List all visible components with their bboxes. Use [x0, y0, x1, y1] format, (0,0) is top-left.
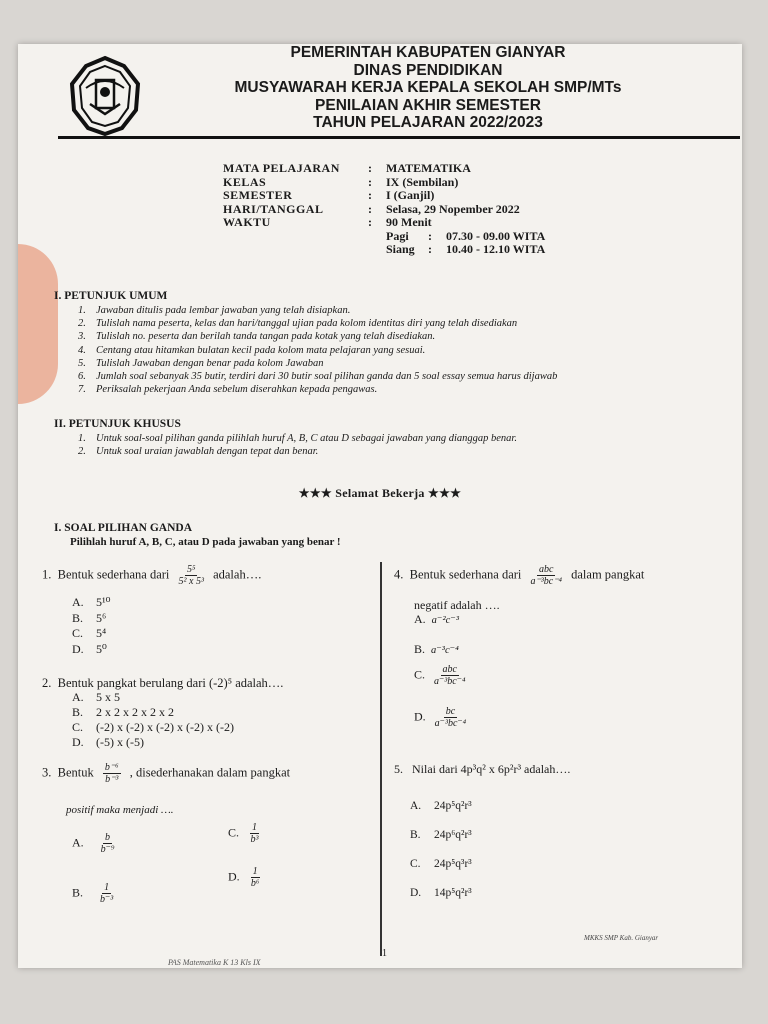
option-letter: C. [410, 858, 421, 870]
list-item: 3. Tulislah no. peserta dan berilah tanda tangan pada kotak yang telah disediakan. [78, 331, 436, 343]
option-letter: B. [72, 610, 84, 625]
info-label: MATA PELAJARAN [223, 161, 340, 175]
question-text: Nilai dari 4p³q² x 6p²r³ adalah…. [412, 762, 571, 776]
petunjuk-khusus-list [78, 432, 517, 458]
option-letter: D. [410, 887, 422, 899]
answer-option [228, 822, 265, 845]
petunjuk-umum-list [78, 304, 557, 396]
option-letter: B. [414, 642, 426, 656]
answer-option [72, 735, 234, 750]
header-line-2: DINAS PENDIDIKAN [353, 61, 503, 79]
info-value: MATEMATIKA [386, 161, 471, 175]
option-value: (-2) x (-2) x (-2) x (-2) x (-2) [96, 720, 234, 734]
list-item: 2. Tulislah nama peserta, kelas dan hari/tanggal ujian pada kolom identitas diri yang telah disediakan [78, 318, 518, 330]
list-item: 1. Untuk soal-soal pilihan ganda pilihlah huruf A, B, C atau D sebagai jawaban yang dianggap benar. [78, 433, 517, 444]
answer-option [410, 850, 472, 879]
option-letter: A. [72, 690, 84, 704]
option-value: (-5) x (-5) [96, 735, 144, 749]
info-row [223, 216, 545, 230]
info-colon: : [428, 228, 432, 243]
option-letter: A. [410, 800, 422, 812]
answer-option [410, 879, 472, 908]
exam-info-block [223, 162, 545, 257]
footer-right-note: MKKS SMP Kab. Gianyar [584, 934, 659, 942]
question-1 [42, 564, 261, 587]
question-3-line-2: positif maka menjadi …. [66, 804, 174, 816]
option-letter: B. [410, 829, 421, 841]
fraction-denominator: 5² x 5³ [178, 576, 204, 587]
fraction-numerator: 1 [252, 822, 258, 833]
header-line-1: PEMERINTAH KABUPATEN GIANYAR [290, 44, 566, 61]
question-3 [42, 762, 290, 785]
option-value: a⁻²c⁻³ [431, 615, 459, 626]
answer-option [72, 595, 110, 611]
answer-option [72, 705, 234, 720]
answer-option [72, 720, 234, 735]
fraction-denominator: b⁶ [250, 878, 260, 889]
option-letter: C. [228, 825, 240, 840]
answer-option [410, 792, 472, 821]
list-item-text: Periksalah pekerjaan Anda sebelum diserahkan kepada pengawas. [96, 384, 378, 396]
option-letter: C. [414, 667, 426, 682]
fraction [531, 564, 562, 587]
option-letter: A. [72, 835, 84, 850]
fraction-denominator: a⁻³bc⁻⁴ [434, 676, 466, 687]
list-item: 5. Tulislah Jawaban dengan benar pada kolom Jawaban [78, 357, 324, 369]
question-2-options [72, 690, 234, 750]
option-value: 5⁴ [96, 626, 107, 640]
session-siang [223, 243, 545, 257]
list-item: 7. Periksalah pekerjaan Anda sebelum diserahkan kepada pengawas. [78, 384, 378, 396]
question-tail: , disederhanakan dalam pangkat [129, 765, 291, 780]
list-item: 6. Jumlah soal sebanyak 35 butir, terdiri dari 30 butir soal pilihan ganda dan 5 soal essay semua harus dijawab [78, 371, 558, 383]
option-value: 14p⁵q²r³ [434, 887, 472, 899]
info-colon: : [368, 188, 372, 202]
info-row [223, 176, 545, 190]
question-tail: adalah…. [213, 567, 262, 582]
info-value: Selasa, 29 Nopember 2022 [386, 201, 520, 216]
list-item: 1. Jawaban ditulis pada lembar jawaban yang telah disiapkan. [78, 305, 351, 316]
answer-option [72, 642, 110, 658]
gianyar-regency-seal-icon [66, 54, 144, 138]
fraction [100, 882, 113, 905]
option-letter: D. [414, 709, 426, 724]
fraction-denominator: a⁻³bc⁻⁴ [434, 718, 467, 729]
info-label: KELAS [223, 174, 267, 189]
petunjuk-khusus-title: II. PETUNJUK KHUSUS [54, 418, 181, 430]
fraction-numerator: 1 [252, 866, 258, 877]
option-letter: D. [228, 869, 240, 884]
question-text: Bentuk sederhana dari [57, 567, 170, 582]
fraction-numerator: 5⁵ [186, 564, 196, 575]
question-4 [394, 564, 644, 587]
info-value: I (Ganjil) [386, 188, 435, 202]
list-item-text: Tulislah Jawaban dengan benar pada kolom Jawaban [96, 357, 324, 369]
session-time: 07.30 - 09.00 WITA [446, 228, 546, 243]
answer-option [410, 821, 472, 850]
option-letter: A. [72, 595, 84, 609]
question-4-line-2: negatif adalah …. [414, 598, 500, 612]
session-time: 10.40 - 12.10 WITA [446, 242, 546, 256]
fraction [251, 866, 260, 889]
question-number: 2. [42, 676, 52, 690]
question-5-options [410, 792, 472, 908]
fraction [101, 832, 115, 855]
list-item-text: Centang atau hitamkan bulatan kecil pada kolom mata pelajaran yang sesuai. [96, 344, 426, 356]
fraction-denominator: b⁻³ [100, 894, 114, 905]
greeting: ★★★ Selamat Bekerja ★★★ [298, 486, 462, 500]
fraction [435, 706, 466, 729]
question-tail: dalam pangkat [571, 567, 645, 582]
info-colon: : [368, 174, 372, 189]
fraction-denominator: a⁻³bc⁻⁴ [530, 576, 562, 587]
page-number: 1 [382, 948, 387, 959]
answer-option [414, 612, 459, 627]
fraction-numerator: abc [539, 564, 554, 575]
fraction-numerator: bc [445, 706, 456, 717]
header-line-4: PENILAIAN AKHIR SEMESTER [315, 96, 541, 114]
option-value: 24p⁵q³r³ [434, 858, 472, 870]
question-text: Bentuk pangkat berulang dari (-2)⁵ adalah…. [57, 676, 284, 690]
section-title-pilihan-ganda: I. SOAL PILIHAN GANDA [54, 522, 193, 534]
answer-option [72, 832, 120, 855]
option-value: 5 x 5 [96, 690, 120, 704]
list-item: 2. Untuk soal uraian jawablah dengan tepat dan benar. [78, 446, 319, 458]
question-text: Bentuk [57, 765, 94, 780]
info-colon: : [368, 215, 372, 229]
info-row [223, 189, 545, 203]
answer-option [72, 690, 234, 705]
info-value: 90 Menit [386, 215, 432, 229]
list-item-text: Jumlah soal sebanyak 35 butir, terdiri dari 30 butir soal pilihan ganda dan 5 soal essay semua harus dijawab [96, 371, 558, 383]
list-item-text: Tulislah nama peserta, kelas dan hari/tanggal ujian pada kolom identitas diri yang telah disediakan [96, 318, 518, 330]
exam-page [18, 44, 742, 968]
header-line-5: TAHUN PELAJARAN 2022/2023 [313, 114, 543, 131]
question-text: Bentuk sederhana dari [409, 567, 522, 582]
answer-option [72, 626, 110, 642]
session-label: Siang [386, 242, 415, 256]
option-value: 5⁰ [96, 641, 107, 656]
option-value: 5¹⁰ [96, 595, 111, 609]
option-value: 5⁶ [96, 610, 107, 625]
question-2 [42, 676, 283, 691]
fraction [179, 564, 204, 587]
thumb-shadow [18, 244, 58, 404]
header-divider [58, 136, 740, 139]
question-number: 1. [42, 567, 52, 582]
option-letter: C. [72, 720, 84, 734]
option-value: 2 x 2 x 2 x 2 x 2 [96, 705, 174, 719]
answer-option [414, 664, 472, 687]
fraction [434, 664, 465, 687]
list-item-text: Tulislah no. peserta dan berilah tanda tangan pada kotak yang telah disediakan. [96, 331, 436, 343]
question-number: 5. [394, 762, 403, 776]
list-item-text: Untuk soal-soal pilihan ganda pilihlah huruf A, B, C atau D sebagai jawaban yang dianggap benar. [96, 433, 517, 444]
option-value: 24p⁶q²r³ [434, 829, 472, 841]
column-divider [380, 562, 382, 956]
info-colon: : [368, 161, 372, 175]
list-item-text: Jawaban ditulis pada lembar jawaban yang telah disiapkan. [96, 305, 351, 316]
answer-option [72, 611, 110, 627]
fraction-numerator: abc [442, 664, 457, 675]
fraction-numerator: 1 [104, 882, 110, 893]
option-letter: B. [72, 705, 84, 719]
session-label: Pagi [386, 228, 409, 243]
info-colon: : [368, 201, 372, 216]
question-number: 4. [394, 567, 404, 582]
info-value: IX (Sembilan) [386, 174, 459, 189]
fraction [250, 822, 259, 845]
info-row [223, 162, 545, 176]
answer-option [228, 866, 266, 889]
info-colon: : [428, 242, 432, 256]
section-instruction: Pilihlah huruf A, B, C, atau D pada jawaban yang benar ! [70, 536, 341, 548]
question-1-options [72, 595, 110, 657]
info-label: HARI/TANGGAL [223, 201, 324, 216]
fraction-numerator: b⁻⁶ [104, 762, 119, 773]
info-row [223, 203, 545, 217]
list-item: 4. Centang atau hitamkan bulatan kecil pada kolom mata pelajaran yang sesuai. [78, 344, 426, 356]
answer-option [414, 642, 459, 657]
header-line-3: MUSYAWARAH KERJA KEPALA SEKOLAH SMP/MTs [234, 79, 622, 96]
option-letter: B. [72, 885, 84, 900]
question-number: 3. [42, 765, 52, 780]
fraction-denominator: b⁻³ [105, 774, 119, 785]
info-label: SEMESTER [223, 188, 293, 202]
fraction-numerator: b [105, 832, 111, 843]
exam-header [168, 44, 688, 132]
question-5 [394, 762, 570, 777]
option-letter: A. [414, 612, 426, 626]
footer-left-note: PAS Matematika K 13 Kls IX [168, 958, 261, 967]
option-letter: C. [72, 626, 84, 640]
option-value: a⁻³c⁻⁴ [431, 645, 459, 656]
list-item-text: Untuk soal uraian jawablah dengan tepat dan benar. [96, 446, 319, 458]
answer-option [414, 706, 472, 729]
petunjuk-umum-title: I. PETUNJUK UMUM [54, 290, 168, 302]
option-letter: D. [72, 735, 84, 749]
fraction-denominator: b⁻⁹ [100, 844, 115, 855]
session-pagi [223, 230, 545, 244]
option-value: 24p⁵q²r³ [434, 800, 472, 812]
fraction [103, 762, 121, 785]
option-letter: D. [72, 641, 84, 656]
info-label: WAKTU [223, 215, 271, 229]
fraction-denominator: b³ [250, 834, 259, 845]
answer-option [72, 882, 119, 905]
